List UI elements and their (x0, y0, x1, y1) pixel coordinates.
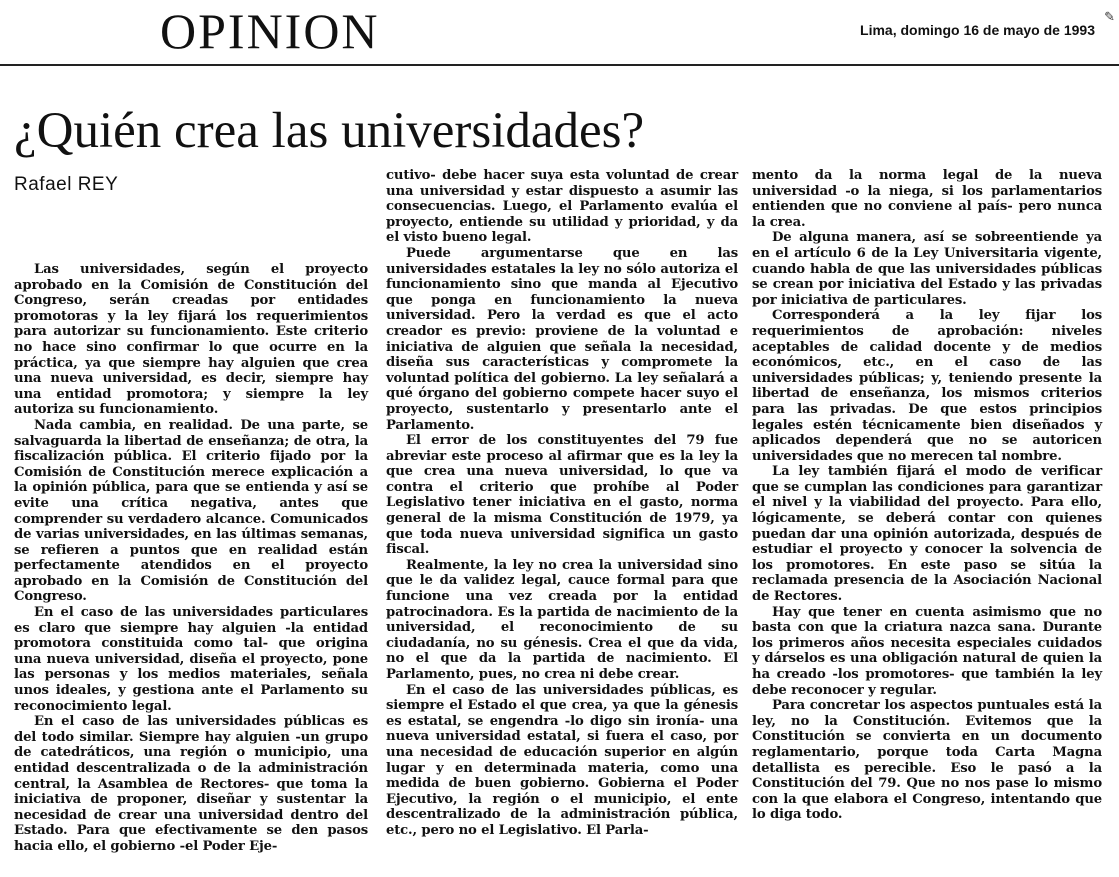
paragraph: Para concretar los aspectos puntuales está la ley, no la Constitución. Evitemos que la Constitución se convierta en un documento reglamentario, porque toda Carta Magna detallista es perecible. Eso le pasó a la Constitución del 79. Que no nos pase lo mismo con la que elabora el Congreso, intentando que lo diga todo. (752, 698, 1102, 823)
dateline: Lima, domingo 16 de mayo de 1993 (860, 22, 1095, 38)
paragraph: Realmente, la ley no crea la universidad sino que le da validez legal, cauce formal para que funcione una vez creada por la entidad patrocinadora. Es la partida de nacimiento de la universidad, el reconocimiento de su ciudadanía, no su génesis. Crea el que da vida, no el que da la partida de nacimiento. El Parlamento, pues, no crea ni debe crear. (386, 557, 738, 682)
paragraph: De alguna manera, así se sobreentiende ya en el artículo 6 de la Ley Universitaria vigente, cuando habla de que las universidades públicas se crean por iniciativa del Estado y las privadas por iniciativa de particulares. (752, 230, 1102, 308)
paragraph: En el caso de las universidades públicas es del todo similar. Siempre hay alguien -un grupo de catedráticos, una región o municipio, una entidad descentralizada o de la administración central, la Asamblea de Rectores- que toma la iniciativa de proponer, diseñar y sustentar la necesidad de crear una universidad dentro del Estado. Para que efectivamente se den pasos hacia ello, el gobierno -el Poder Eje- (14, 714, 368, 854)
article-column-1 (14, 262, 368, 855)
header-rule (0, 64, 1119, 66)
paragraph: Nada cambia, en realidad. De una parte, se salvaguarda la libertad de enseñanza; de otra, la fiscalización pública. El criterio fijado por la Comisión de Constitución merece explicación a la opinión pública, para que se entienda y así se evite una crítica negativa, antes que comprender su verdadero alcance. Comunicados de varias universidades, en las últimas semanas, se refieren a puntos que en realidad están perfectamente atendidos en el proyecto aprobado en la Comisión de Constitución del Congreso. (14, 417, 368, 605)
paragraph: Hay que tener en cuenta asimismo que no basta con que la criatura nazca sana. Durante los primeros años necesita especiales cuidados y dárselos es una obligación natural de quien la ha creado -los promotores- que también la ley debe reconocer y regular. (752, 604, 1102, 698)
paragraph: Corresponderá a la ley fijar los requerimientos de aprobación: niveles aceptables de calidad docente y de medios económicos, etc., en el caso de las universidades públicas; y, teniendo presente la libertad de enseñanza, los mismos criterios para las privadas. De que estos principios legales estén técnicamente bien diseñados y aplicados dependerá que no se autoricen universidades que no merecen tal nombre. (752, 308, 1102, 464)
paragraph: El error de los constituyentes del 79 fue abreviar este proceso al afirmar que es la ley la que crea una nueva universidad, lo que va contra el criterio que prohíbe al Poder Legislativo tener iniciativa en el gasto, norma general de la misma Constitución de 1979, ya que toda nueva universidad significa un gasto fiscal. (386, 433, 738, 558)
paragraph: La ley también fijará el modo de verificar que se cumplan las condiciones para garantizar el nivel y la viabilidad del proyecto. Para ello, lógicamente, se deberá contar con quienes puedan dar una opinión autorizada, después de estudiar el proyecto y conocer la solvencia de los promotores. En este paso se sitúa la reclamada presencia de la Asociación Nacional de Rectores. (752, 464, 1102, 605)
article-byline: Rafael REY (14, 174, 119, 195)
paragraph: cutivo- debe hacer suya esta voluntad de crear una universidad y estar dispuesto a asumir las consecuencias. Luego, el Parlamento evalúa el proyecto, entiende su utilidad y prioridad, y da el visto bueno legal. (386, 168, 738, 246)
paragraph: Las universidades, según el proyecto aprobado en la Comisión de Constitución del Congreso, serán creadas por entidades promotoras y la ley fijará los requerimientos para autorizar su funcionamiento. Este criterio no hace sino confirmar lo que ocurre en la práctica, ya que siempre hay alguien que crea una nueva universidad, es decir, siempre hay una entidad promotora; y siempre la ley autoriza su funcionamiento. (14, 262, 368, 418)
paragraph: mento da la norma legal de la nueva universidad -o la niega, si los parlamentarios entienden que no conviene al país- pero nunca la crea. (752, 168, 1102, 230)
section-title: OPINION (160, 3, 380, 59)
article-column-2 (386, 168, 738, 839)
article-headline: ¿Quién crea las universidades? (14, 103, 645, 159)
paragraph: En el caso de las universidades públicas, es siempre el Estado el que crea, ya que la génesis es estatal, se engendra -lo digo sin ironía- una nueva universidad estatal, si fuera el caso, por una necesidad de educación superior en algún lugar y en determinada materia, como una medida de buen gobierno. Gobierna el Poder Ejecutivo, la región o el municipio, el ente descentralizado de la administración pública, etc., pero no el Legislativo. El Parla- (386, 682, 738, 838)
paragraph: En el caso de las universidades particulares es claro que siempre hay alguien -la entidad promotora constituida como tal- que origina una nueva universidad, diseña el proyecto, pone las personas y los medios materiales, señala unos ideales, y gestiona ante el Parlamento su reconocimiento legal. (14, 605, 368, 714)
paragraph: Puede argumentarse que en las universidades estatales la ley no sólo autoriza el funcionamiento sino que manda al Ejecutivo que ponga en funcionamiento la nueva universidad. Pero la verdad es que el acto creador es previo: proviene de la voluntad e iniciativa de alguien que señala la necesidad, diseña sus características y compromete la voluntad política del gobierno. La ley señalará a qué órgano del gobierno compete hacer suyo el proyecto, sustentarlo y presentarlo ante el Parlamento. (386, 245, 738, 433)
article-column-3 (752, 168, 1102, 823)
corner-mark-icon: ✎ (1104, 10, 1115, 25)
